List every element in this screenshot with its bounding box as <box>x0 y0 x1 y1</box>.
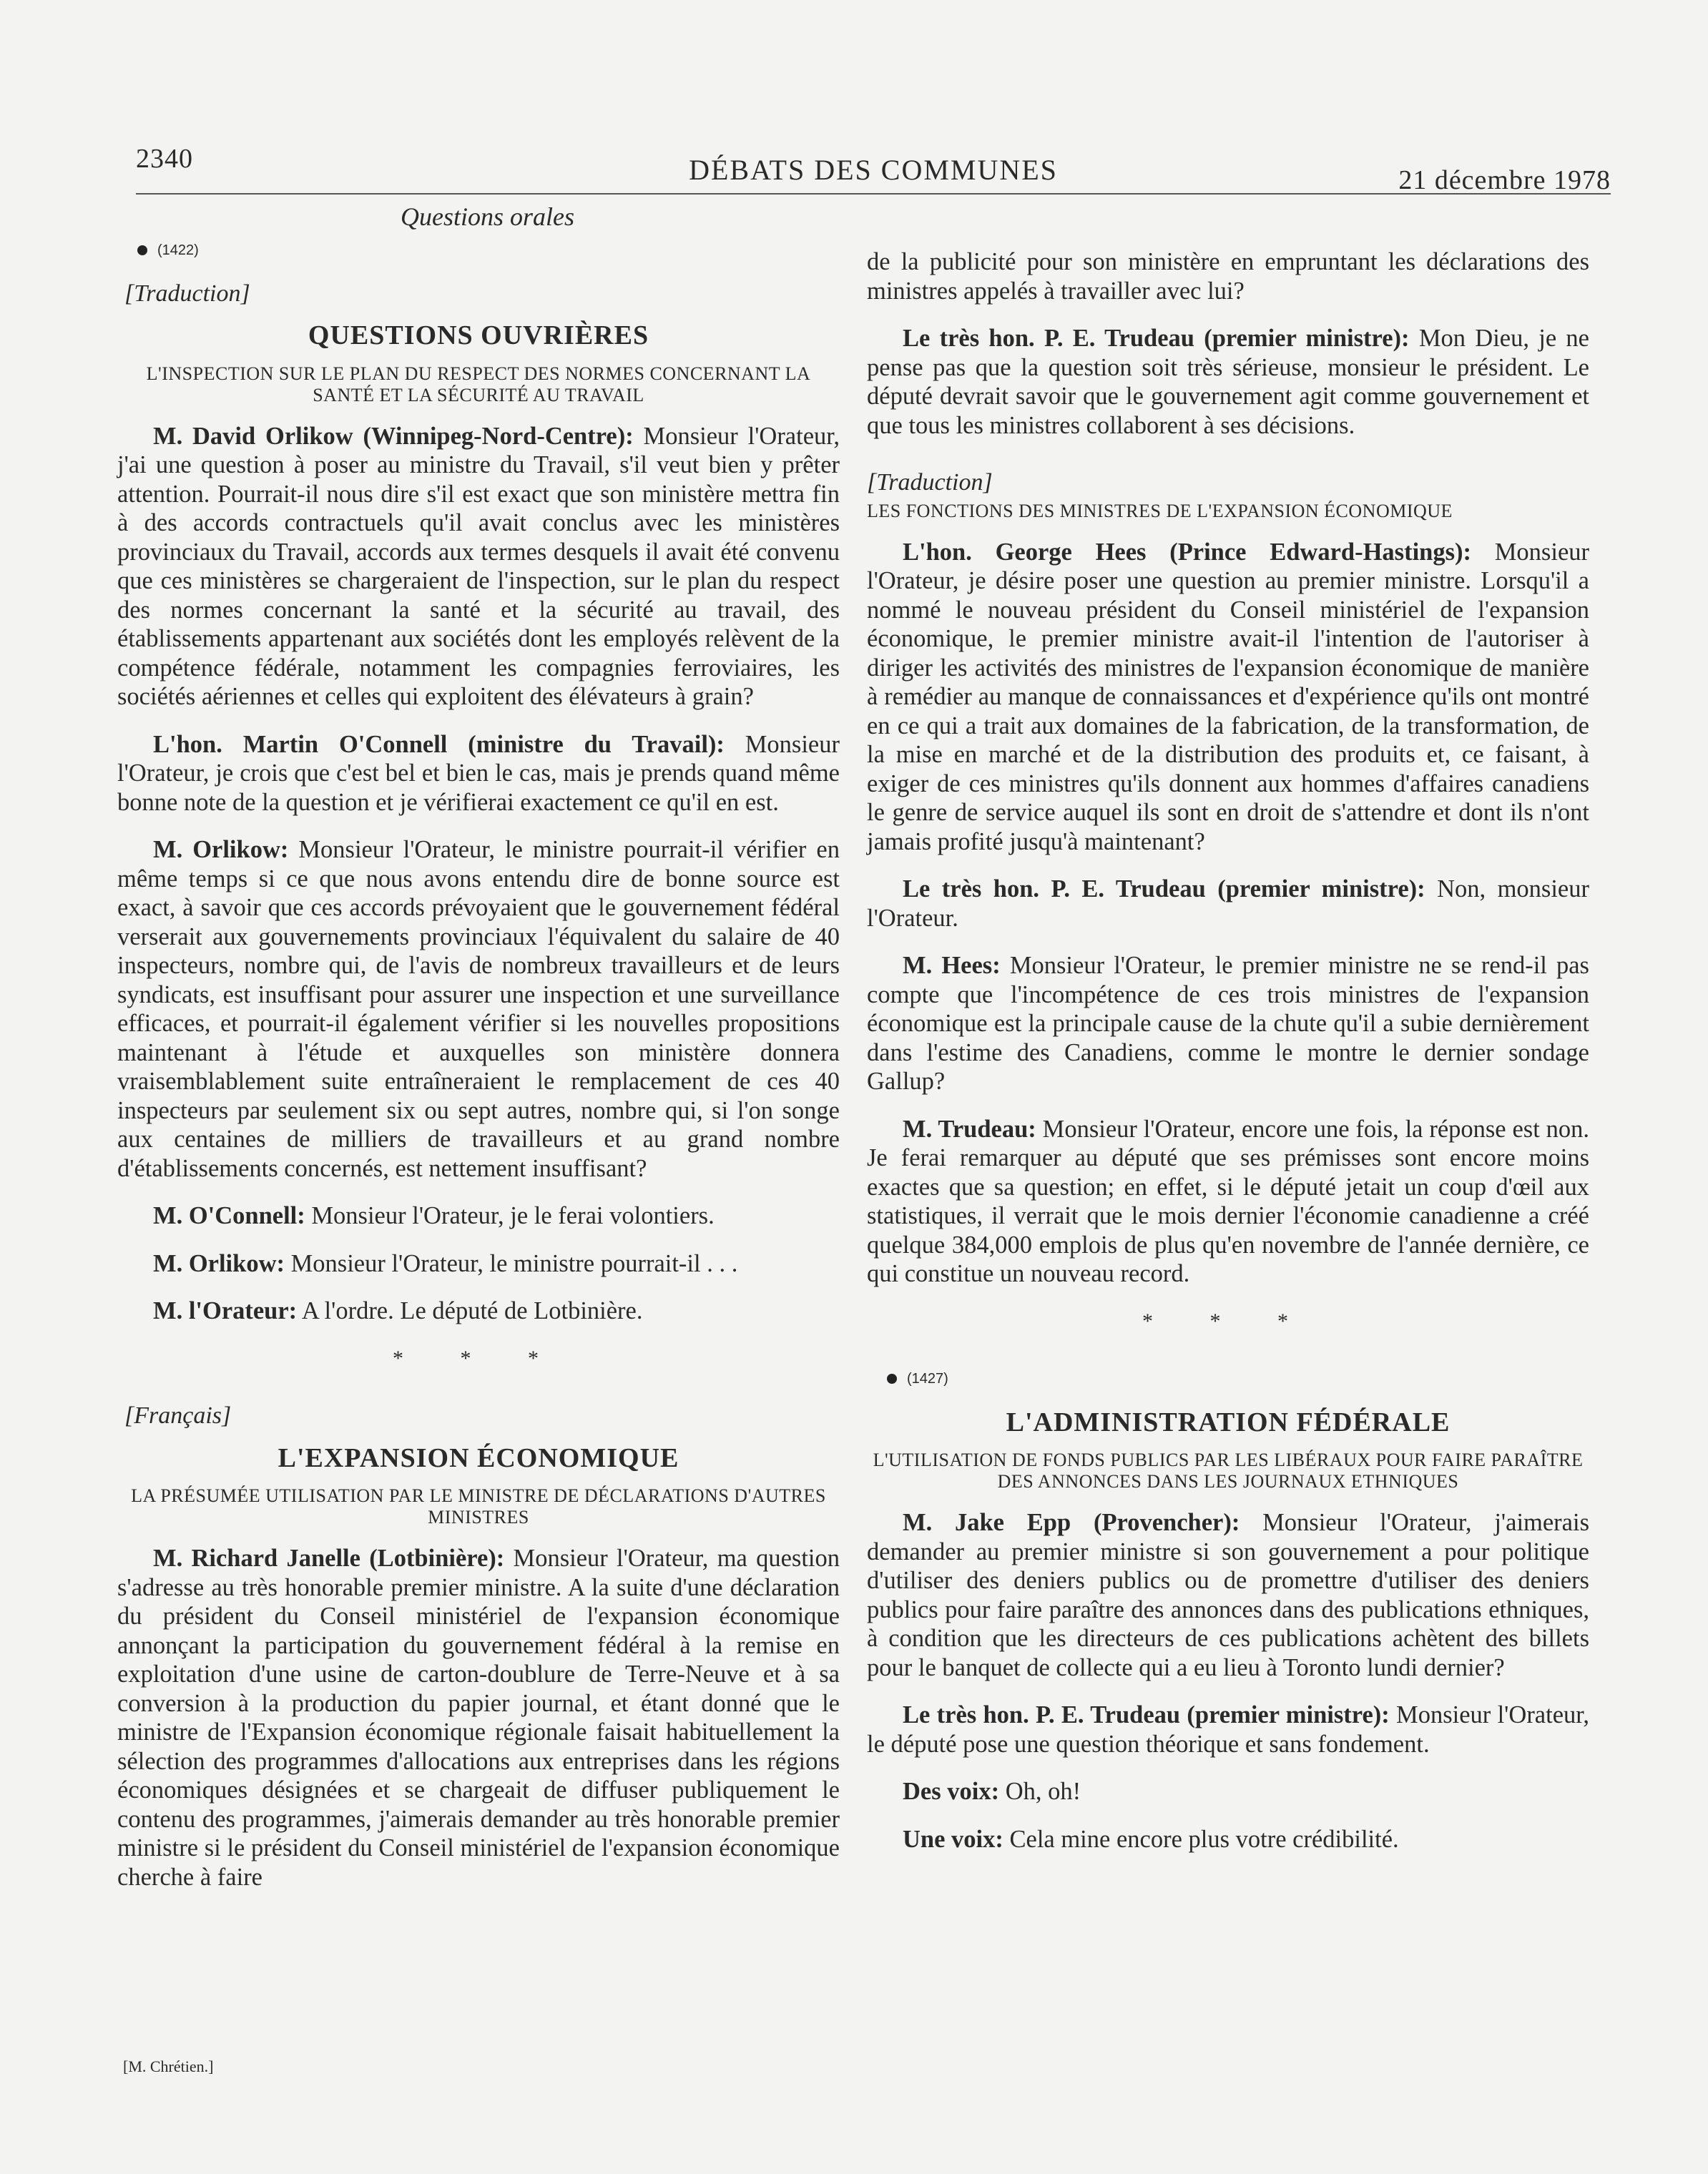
speaker: M. l'Orateur: <box>153 1297 298 1324</box>
speaker: Des voix: <box>903 1778 1000 1805</box>
speaker: M. O'Connell: <box>153 1202 305 1229</box>
bullet-icon <box>887 1374 897 1384</box>
page-header <box>136 143 1611 195</box>
section-heading: L'ADMINISTRATION FÉDÉRALE <box>1006 1407 1451 1437</box>
footer-note: [M. Chrétien.] <box>123 2057 214 2075</box>
speech: M. Orlikow: Monsieur l'Orateur, le ministre pourrait-il vérifier en même temps si ce que nous avons entendu dire de bonne source est exact, à savoir que ces accords prévoyaient que le gouvernement fédéral verserait aux gouvernements provinciaux l'équivalent du salaire de 40 inspecteurs, nombre qui, de l'avis de nombreux travailleurs et de leurs syndicats, est insuffisant pour assurer une inspection et une surveillance efficaces, et pourrait-il également vérifier si les nouvelles propositions maintenant à l'étude et auxquelles son ministère donnera vraisemblablement suite entraîneraient le remplacement de ces 40 inspecteurs par seulement six ou sept autres, nombre qui, si l'on songe aux centaines de milliers de travailleurs et au grand nombre d'établissements concernés, est nettement insuffisant? <box>117 836 840 1182</box>
speech: M. Orlikow: Monsieur l'Orateur, le ministre pourrait-il . . . <box>153 1249 738 1277</box>
subsection-heading: LES FONCTIONS DES MINISTRES DE L'EXPANSION ÉCONOMIQUE <box>867 500 1453 521</box>
speech: Le très hon. P. E. Trudeau (premier ministre): Non, monsieur l'Orateur. <box>867 875 1589 932</box>
speech-continued: de la publicité pour son ministère en empruntant les déclarations des ministres appelés à travailler avec lui? <box>867 248 1589 305</box>
speech: M. Trudeau: Monsieur l'Orateur, encore une fois, la réponse est non. Je ferai remarquer au député que ses prémisses sont encore moins exactes que sa question; en effet, si le député jetait un coup d'œil aux statistiques, il verrait que le mois dernier l'économie canadienne a créé quelque 384,000 emplois de plus qu'en novembre de l'année dernière, ce qui constitue un nouveau record. <box>867 1115 1590 1287</box>
speaker: Le très hon. P. E. Trudeau (premier ministre): <box>903 1701 1390 1728</box>
section-divider: * * * <box>393 1346 564 1370</box>
time-marker: (1422) <box>137 236 840 265</box>
speaker: M. Orlikow: <box>153 836 289 863</box>
speech: M. David Orlikow (Winnipeg-Nord-Centre): Monsieur l'Orateur, j'ai une question à poser au ministre du Travail, s'il veut bien y prêter attention. Pourrait-il nous dire s'il est exact que son ministère mettra fin à des accords contractuels qu'il avait conclus avec les ministères provinciaux du Travail, accords aux termes desquels il avait été convenu que ces ministères se chargeraient de l'inspection, sur le plan du respect des normes concernant la santé et la sécurité au travail, des établissements appartenant aux sociétés dont les employés relèvent de la compétence fédérale, notamment les compagnies ferroviaires, les sociétés aériennes et celles qui exploitent des élévateurs à grain? <box>117 422 840 710</box>
speaker: M. Orlikow: <box>153 1249 285 1277</box>
subsection-heading: L'UTILISATION DE FONDS PUBLICS PAR LES LIBÉRAUX POUR FAIRE PARAÎTRE DES ANNONCES DANS LES JOURNAUX ETHNIQUES <box>873 1450 1584 1492</box>
speech: M. Jake Epp (Provencher): Monsieur l'Orateur, j'aimerais demander au premier ministre si son gouvernement a pour politique d'utiliser des deniers publics ou de promettre d'utiliser des deniers publics pour faire paraître des annonces dans des publications ethniques, à condition que les directeurs de ces publications achètent des billets pour le banquet de collecte qui a eu lieu à Toronto lundi dernier? <box>867 1509 1589 1681</box>
right-column <box>867 247 1589 1872</box>
speaker: Le très hon. P. E. Trudeau (premier ministre): <box>903 325 1410 352</box>
speech: Une voix: Cela mine encore plus votre crédibilité. <box>903 1825 1399 1853</box>
speech: L'hon. Martin O'Connell (ministre du Travail): Monsieur l'Orateur, je crois que c'est bel et bien le cas, mais je prends quand même bonne note de la question et je vérifierai exactement ce qu'il en est. <box>117 730 840 816</box>
speaker: M. Hees: <box>903 952 1001 979</box>
time-marker: (1427) <box>887 1364 1589 1394</box>
speaker: M. Trudeau: <box>903 1115 1036 1143</box>
language-marker: [Traduction] <box>867 469 993 496</box>
speaker: L'hon. George Hees (Prince Edward-Hastings): <box>903 538 1472 566</box>
speech: M. O'Connell: Monsieur l'Orateur, je le ferai volontiers. <box>153 1202 715 1229</box>
header-date: 21 décembre 1978 <box>1398 165 1611 195</box>
section-heading: QUESTIONS OUVRIÈRES <box>308 320 649 350</box>
speaker: Une voix: <box>903 1825 1003 1853</box>
publication-title: DÉBATS DES COMMUNES <box>689 154 1058 186</box>
running-head: Questions orales <box>401 202 574 231</box>
speaker: L'hon. Martin O'Connell (ministre du Travail): <box>153 730 725 758</box>
left-column <box>117 236 840 1910</box>
speech: M. Hees: Monsieur l'Orateur, le premier ministre ne se rend-il pas compte que l'incompétence de ces trois ministres de l'expansion économique est la principale cause de la chute qu'il a subie dernièrement dans l'estime des Canadiens, comme le montre le dernier sondage Gallup? <box>867 952 1589 1095</box>
section-divider: * * * <box>1142 1309 1314 1333</box>
speaker: M. David Orlikow (Winnipeg-Nord-Centre): <box>153 422 634 450</box>
speaker: Le très hon. P. E. Trudeau (premier ministre): <box>903 875 1425 902</box>
speaker: M. Jake Epp (Provencher): <box>903 1509 1240 1536</box>
section-heading: L'EXPANSION ÉCONOMIQUE <box>278 1442 679 1473</box>
speech: Le très hon. P. E. Trudeau (premier ministre): Monsieur l'Orateur, le député pose une question théorique et sans fondement. <box>867 1701 1589 1758</box>
page-number: 2340 <box>136 144 193 174</box>
language-marker: [Français] <box>124 1402 232 1429</box>
subsection-heading: L'INSPECTION SUR LE PLAN DU RESPECT DES NORMES CONCERNANT LA SANTÉ ET LA SÉCURITÉ AU TRAVAIL <box>146 363 811 405</box>
speech: M. l'Orateur: A l'ordre. Le député de Lotbinière. <box>153 1297 643 1324</box>
subsection-heading: LA PRÉSUMÉE UTILISATION PAR LE MINISTRE DE DÉCLARATIONS D'AUTRES MINISTRES <box>131 1485 826 1528</box>
speech: Le très hon. P. E. Trudeau (premier ministre): Mon Dieu, je ne pense pas que la question soit très sérieuse, monsieur le président. Le député devrait savoir que le gouvernement agit comme gouvernement et que tous les ministres collaborent à ses décisions. <box>867 325 1589 439</box>
speech: L'hon. George Hees (Prince Edward-Hastings): Monsieur l'Orateur, je désire poser une question au premier ministre. Lorsqu'il a nommé le nouveau président du Conseil ministériel de l'expansion économique, le premier ministre avait-il l'intention de l'autoriser à diriger les activités des ministres de l'expansion économique de manière à remédier au manque de connaissances et d'expérience qu'ils ont montré en ce qui a trait aux domaines de la fabrication, de la transformation, de la mise en marché et de la distribution des produits et, ce faisant, à exiger de ces ministres qu'ils donnent aux hommes d'affaires canadiens le genre de service auquel ils sont en droit de s'attendre et dont ils n'ont jamais profité jusqu'à maintenant? <box>867 538 1589 855</box>
speech: M. Richard Janelle (Lotbinière): Monsieur l'Orateur, ma question s'adresse au très honorable premier ministre. A la suite d'une déclaration du président du Conseil ministériel de l'expansion économique annonçant la participation du gouvernement fédéral à la remise en exploitation d'une usine de carton-doublure de Terre-Neuve et à sa conversion à la production du papier journal, et étant donné que le ministre de l'Expansion économique régionale faisait habituellement la sélection des programmes d'allocations aux entreprises dans les régions économiques désignées et se chargeait de diffuser publiquement le contenu des programmes, j'aimerais demander au très honorable premier ministre si le président du Conseil ministériel de l'expansion économique cherche à faire <box>117 1545 840 1891</box>
speech: Des voix: Oh, oh! <box>903 1778 1081 1805</box>
bullet-icon <box>137 245 147 255</box>
speaker: M. Richard Janelle (Lotbinière): <box>153 1545 505 1572</box>
language-marker: [Traduction] <box>124 280 250 307</box>
